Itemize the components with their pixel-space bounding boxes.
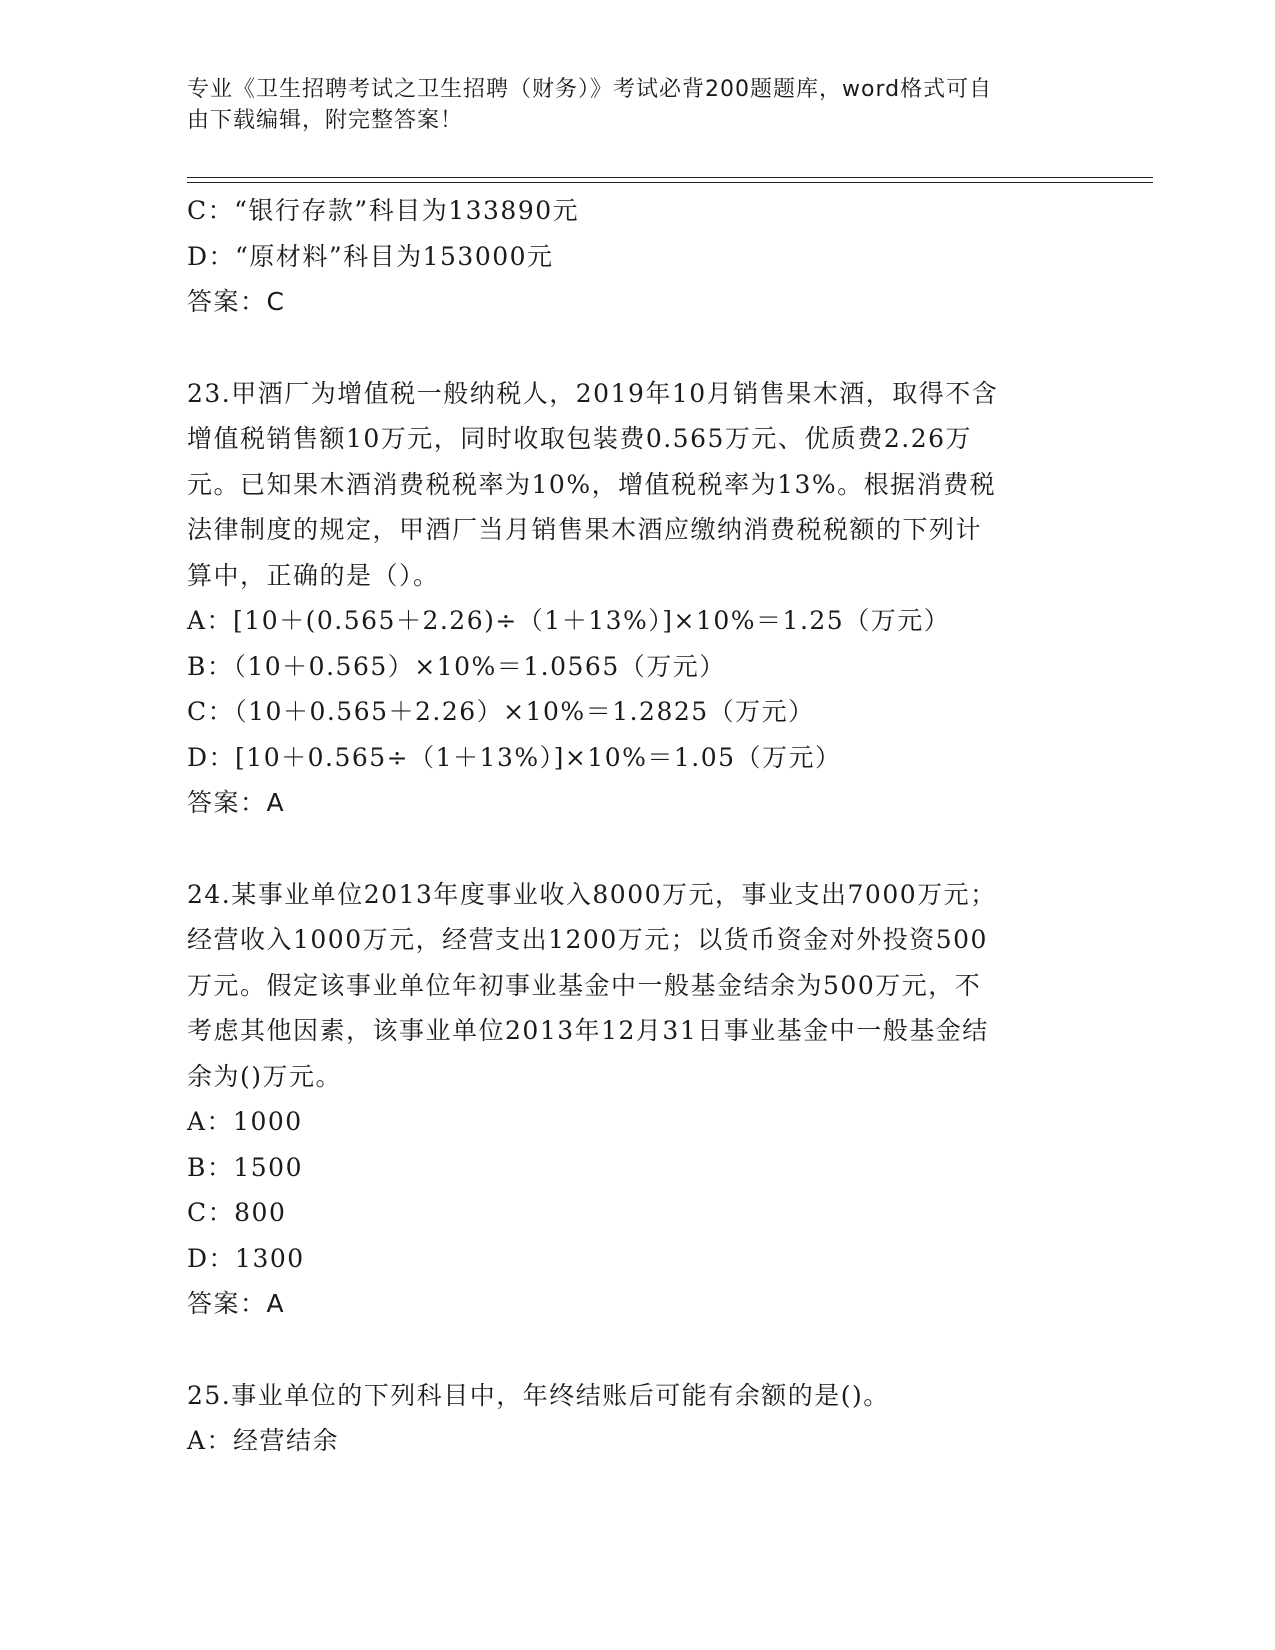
question-stem-line: 25.事业单位的下列科目中，年终结账后可能有余额的是()。 xyxy=(187,1380,890,1410)
document-body xyxy=(187,188,1087,1464)
question-stem-line: 考虑其他因素，该事业单位2013年12月31日事业基金中一般基金结 xyxy=(187,1016,989,1045)
answer: 答案：A xyxy=(187,1289,286,1318)
question-stem-line: 元。已知果木酒消费税税率为10%，增值税税率为13%。根据消费税 xyxy=(187,469,997,499)
option-a: A：1000 xyxy=(187,1107,303,1136)
question-23 xyxy=(187,371,1087,826)
header-rule-bottom xyxy=(187,182,1153,183)
answer: 答案：A xyxy=(187,788,286,817)
option-d: D：[10＋0.565÷（1＋13%）]×10%＝1.05（万元） xyxy=(187,742,842,772)
spacer xyxy=(187,325,1087,371)
option-a: A：经营结余 xyxy=(187,1426,340,1455)
header-line-1: 专业《卫生招聘考试之卫生招聘（财务）》考试必背200题题库，word格式可自 xyxy=(187,77,993,102)
spacer xyxy=(187,1327,1087,1373)
question-25 xyxy=(187,1373,1087,1464)
question-stem-line: 23.甲酒厂为增值税一般纳税人，2019年10月销售果木酒，取得不含 xyxy=(187,378,999,408)
option-c: C：（10＋0.565＋2.26）×10%＝1.2825（万元） xyxy=(187,697,815,726)
option-c: C：“银行存款”科目为133890元 xyxy=(187,196,580,225)
question-24 xyxy=(187,872,1087,1327)
question-stem-line: 万元。假定该事业单位年初事业基金中一般基金结余为500万元，不 xyxy=(187,970,982,1000)
option-d: D：“原材料”科目为153000元 xyxy=(187,241,554,271)
option-a: A：[10＋(0.565＋2.26)÷（1＋13%）]×10%＝1.25（万元） xyxy=(187,606,951,635)
question-stem-line: 法律制度的规定，甲酒厂当月销售果木酒应缴纳消费税税额的下列计 xyxy=(187,515,983,544)
document-header xyxy=(187,74,1067,136)
question-stem-line: 经营收入1000万元，经营支出1200万元；以货币资金对外投资500 xyxy=(187,925,988,954)
option-c: C：800 xyxy=(187,1198,287,1227)
question-fragment xyxy=(187,188,1087,325)
option-b: B：1500 xyxy=(187,1152,303,1182)
spacer xyxy=(187,826,1087,872)
option-d: D：1300 xyxy=(187,1243,305,1273)
question-stem-line: 余为()万元。 xyxy=(187,1061,343,1091)
header-line-2: 由下载编辑，附完整答案！ xyxy=(187,108,464,133)
question-stem-line: 增值税销售额10万元，同时收取包装费0.565万元、优质费2.26万 xyxy=(187,424,973,453)
header-rule-top xyxy=(187,177,1153,178)
question-stem-line: 算中，正确的是（）。 xyxy=(187,560,440,590)
option-b: B：（10＋0.565）×10%＝1.0565（万元） xyxy=(187,651,726,681)
question-stem-line: 24.某事业单位2013年度事业收入8000万元，事业支出7000万元； xyxy=(187,879,997,909)
answer: 答案：C xyxy=(187,287,286,316)
